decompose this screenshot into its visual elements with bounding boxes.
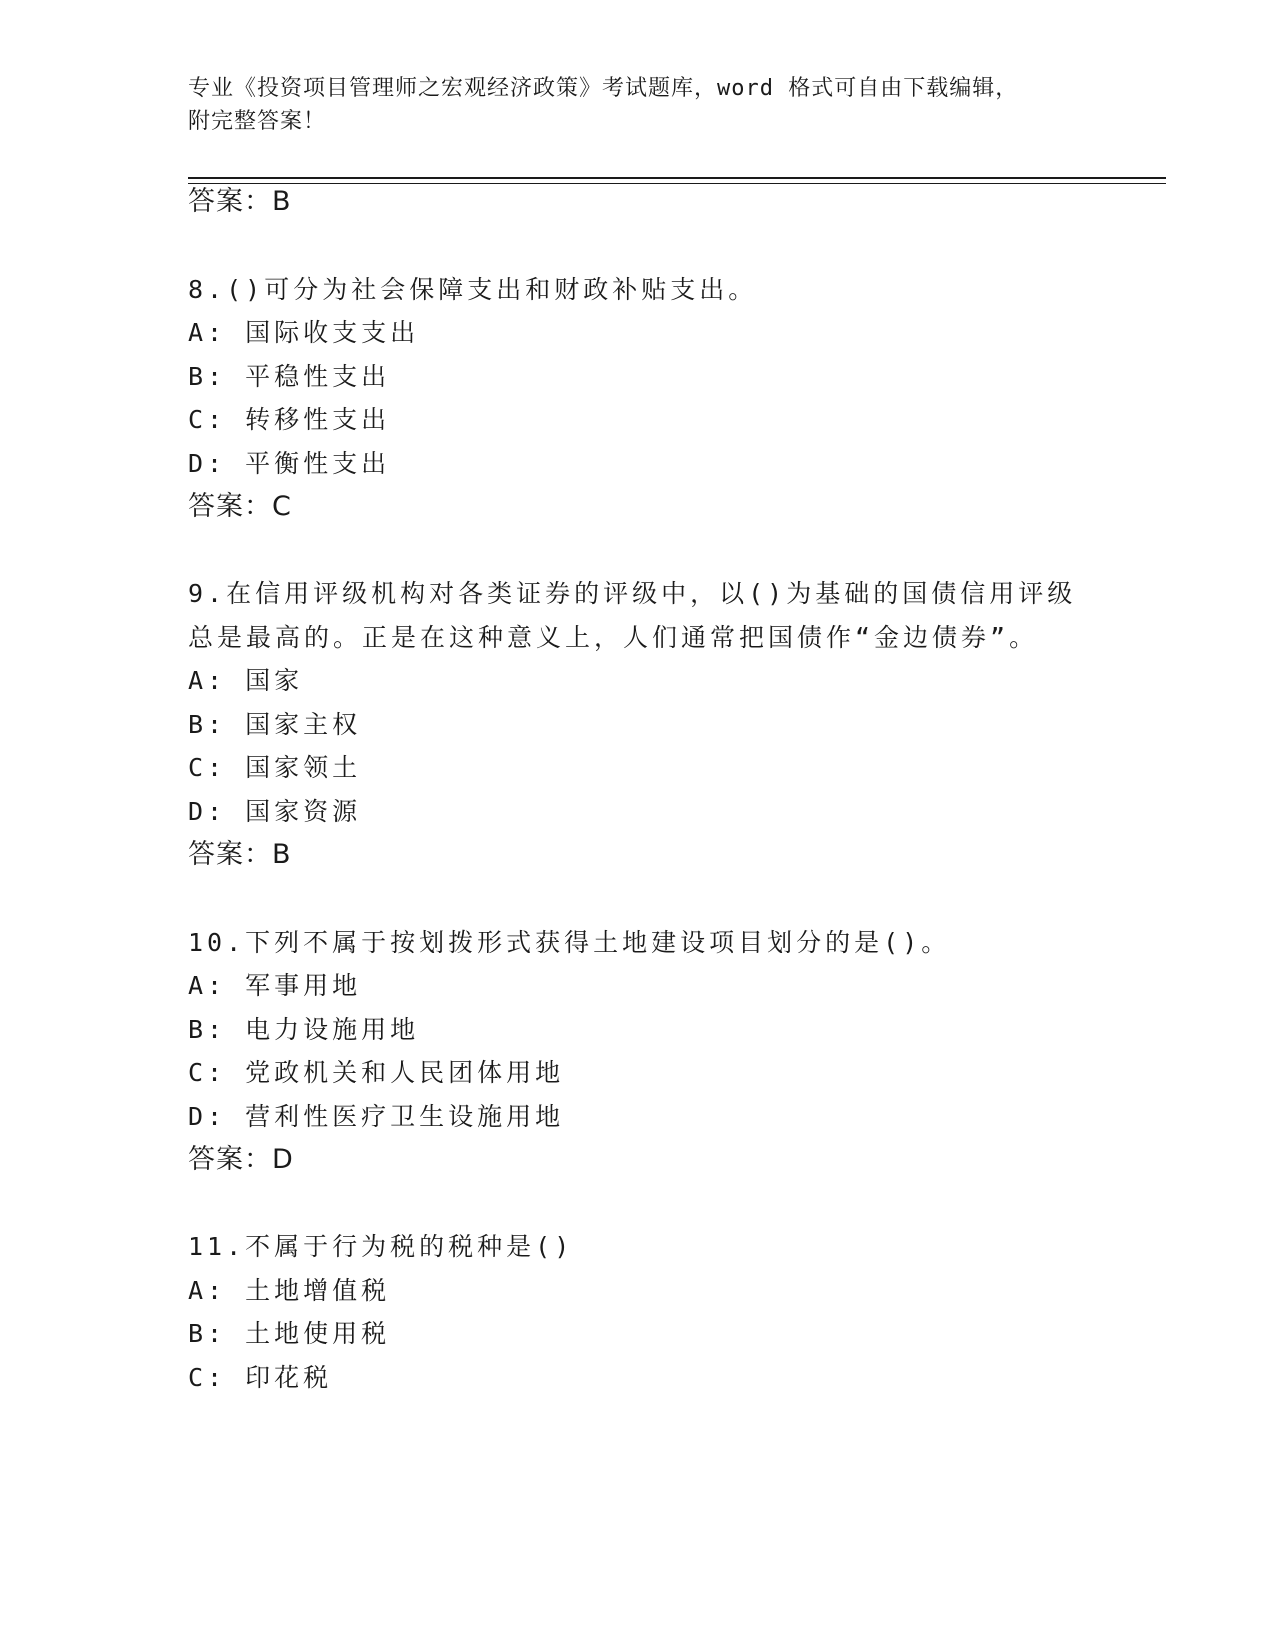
- question-10-option-b: B: 电力设施用地: [188, 1015, 420, 1044]
- previous-answer: 答案：B: [188, 186, 292, 217]
- question-10-option-d: D: 营利性医疗卫生设施用地: [188, 1102, 565, 1131]
- question-9-option-b: B: 国家主权: [188, 710, 362, 739]
- header-divider-thick: [188, 177, 1166, 179]
- question-10-stem: 10.下列不属于按划拨形式获得土地建设项目划分的是()。: [188, 928, 951, 957]
- question-8-option-d: D: 平衡性支出: [188, 449, 391, 478]
- header-divider-thin: [188, 183, 1166, 184]
- question-10-option-c: C: 党政机关和人民团体用地: [188, 1058, 565, 1087]
- header-line-2: 附完整答案！: [188, 109, 327, 134]
- question-9-option-d: D: 国家资源: [188, 797, 362, 826]
- question-9-answer: 答案：B: [188, 839, 292, 870]
- question-8-option-c: C: 转移性支出: [188, 405, 391, 434]
- question-9-option-a: A: 国家: [188, 666, 304, 695]
- question-9-option-c: C: 国家领土: [188, 753, 362, 782]
- question-11-option-c: C: 印花税: [188, 1363, 333, 1392]
- question-11-option-b: B: 土地使用税: [188, 1319, 391, 1348]
- question-9-stem-line-1: 9.在信用评级机构对各类证券的评级中，以()为基础的国债信用评级: [188, 579, 1077, 608]
- question-8-stem: 8.()可分为社会保障支出和财政补贴支出。: [188, 275, 758, 304]
- question-8-option-a: A: 国际收支支出: [188, 318, 420, 347]
- question-10-answer: 答案：D: [188, 1144, 294, 1175]
- question-10-option-a: A: 军事用地: [188, 971, 362, 1000]
- question-8-option-b: B: 平稳性支出: [188, 362, 391, 391]
- question-9-stem-line-2: 总是最高的。正是在这种意义上，人们通常把国债作“金边债券”。: [188, 623, 1039, 652]
- question-11-option-a: A: 土地增值税: [188, 1276, 391, 1305]
- question-8-answer: 答案：C: [188, 491, 292, 522]
- document-header: [188, 72, 1068, 138]
- question-11-stem: 11.不属于行为税的税种是(): [188, 1232, 574, 1261]
- header-line-1: 专业《投资项目管理师之宏观经济政策》考试题库，word 格式可自由下载编辑，: [188, 76, 1019, 101]
